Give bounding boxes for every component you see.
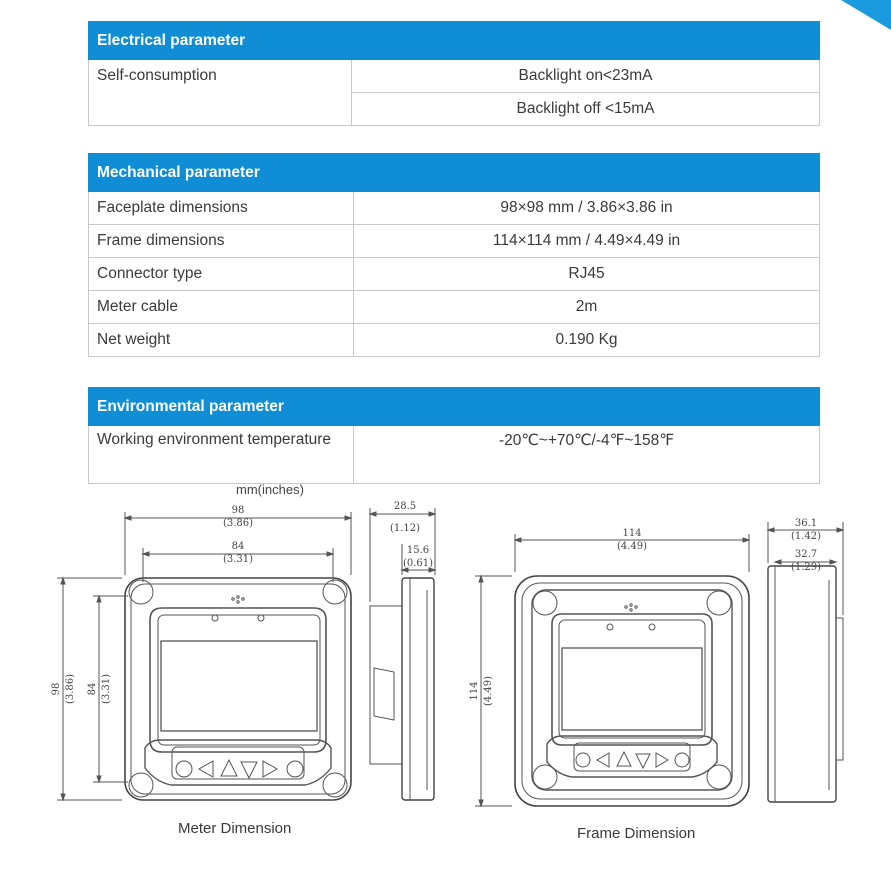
cable-value: 2m bbox=[354, 291, 820, 324]
frame-depth2-in: (1.29) bbox=[790, 562, 822, 573]
corner-accent bbox=[831, 0, 891, 30]
frame-width-dimension bbox=[515, 534, 749, 572]
meter-depth2-in: (0.61) bbox=[402, 558, 434, 569]
frame-value: 114×114 mm / 4.49×4.49 in bbox=[354, 225, 820, 258]
environmental-header: Environmental parameter bbox=[89, 388, 820, 426]
frame-dimension-caption: Frame Dimension bbox=[577, 825, 696, 842]
unit-note: mm(inches) bbox=[236, 482, 304, 497]
meter-height-in: (3.86) bbox=[65, 673, 76, 705]
frame-width-mm: 114 bbox=[622, 528, 642, 539]
meter-width-mm: 98 bbox=[231, 505, 245, 516]
cable-label: Meter cable bbox=[89, 291, 354, 324]
frame-height-mm: 114 bbox=[469, 681, 480, 701]
backlight-on-value: Backlight on<23mA bbox=[352, 60, 820, 93]
temperature-value: -20℃~+70℃/-4℉~158℉ bbox=[354, 426, 820, 484]
connector-label: Connector type bbox=[89, 258, 354, 291]
meter-depth-mm: 28.5 bbox=[393, 501, 417, 512]
mechanical-parameter-table bbox=[88, 153, 820, 357]
meter-height-mm: 98 bbox=[51, 682, 62, 696]
frame-depth-mm: 36.1 bbox=[794, 518, 818, 529]
frame-height-in: (4.49) bbox=[483, 675, 494, 707]
meter-height-inner-in: (3.31) bbox=[101, 673, 112, 705]
meter-dimension-caption: Meter Dimension bbox=[178, 820, 292, 837]
meter-inner-in: (3.31) bbox=[222, 554, 254, 565]
connector-value: RJ45 bbox=[354, 258, 820, 291]
frame-width-in: (4.49) bbox=[616, 541, 648, 552]
meter-depth-in: (1.12) bbox=[389, 523, 421, 534]
frame-label: Frame dimensions bbox=[89, 225, 354, 258]
backlight-off-value: Backlight off <15mA bbox=[352, 93, 820, 126]
temperature-label: Working environment temperature bbox=[89, 426, 354, 484]
self-consumption-label: Self-consumption bbox=[89, 60, 352, 126]
frame-front-view bbox=[515, 576, 749, 806]
meter-width-in: (3.86) bbox=[222, 518, 254, 529]
faceplate-value: 98×98 mm / 3.86×3.86 in bbox=[354, 192, 820, 225]
dimension-drawing bbox=[0, 490, 891, 883]
electrical-parameter-table bbox=[88, 21, 820, 126]
weight-label: Net weight bbox=[89, 324, 354, 357]
faceplate-label: Faceplate dimensions bbox=[89, 192, 354, 225]
frame-depth-in: (1.42) bbox=[790, 531, 822, 542]
electrical-header: Electrical parameter bbox=[89, 22, 820, 60]
environmental-parameter-table bbox=[88, 387, 820, 484]
meter-front-view bbox=[125, 578, 351, 800]
meter-height-inner-mm: 84 bbox=[87, 682, 98, 696]
meter-depth2-mm: 15.6 bbox=[406, 545, 430, 556]
meter-inner-mm: 84 bbox=[231, 541, 245, 552]
weight-value: 0.190 Kg bbox=[354, 324, 820, 357]
mechanical-header: Mechanical parameter bbox=[89, 154, 820, 192]
frame-depth2-mm: 32.7 bbox=[794, 549, 818, 560]
